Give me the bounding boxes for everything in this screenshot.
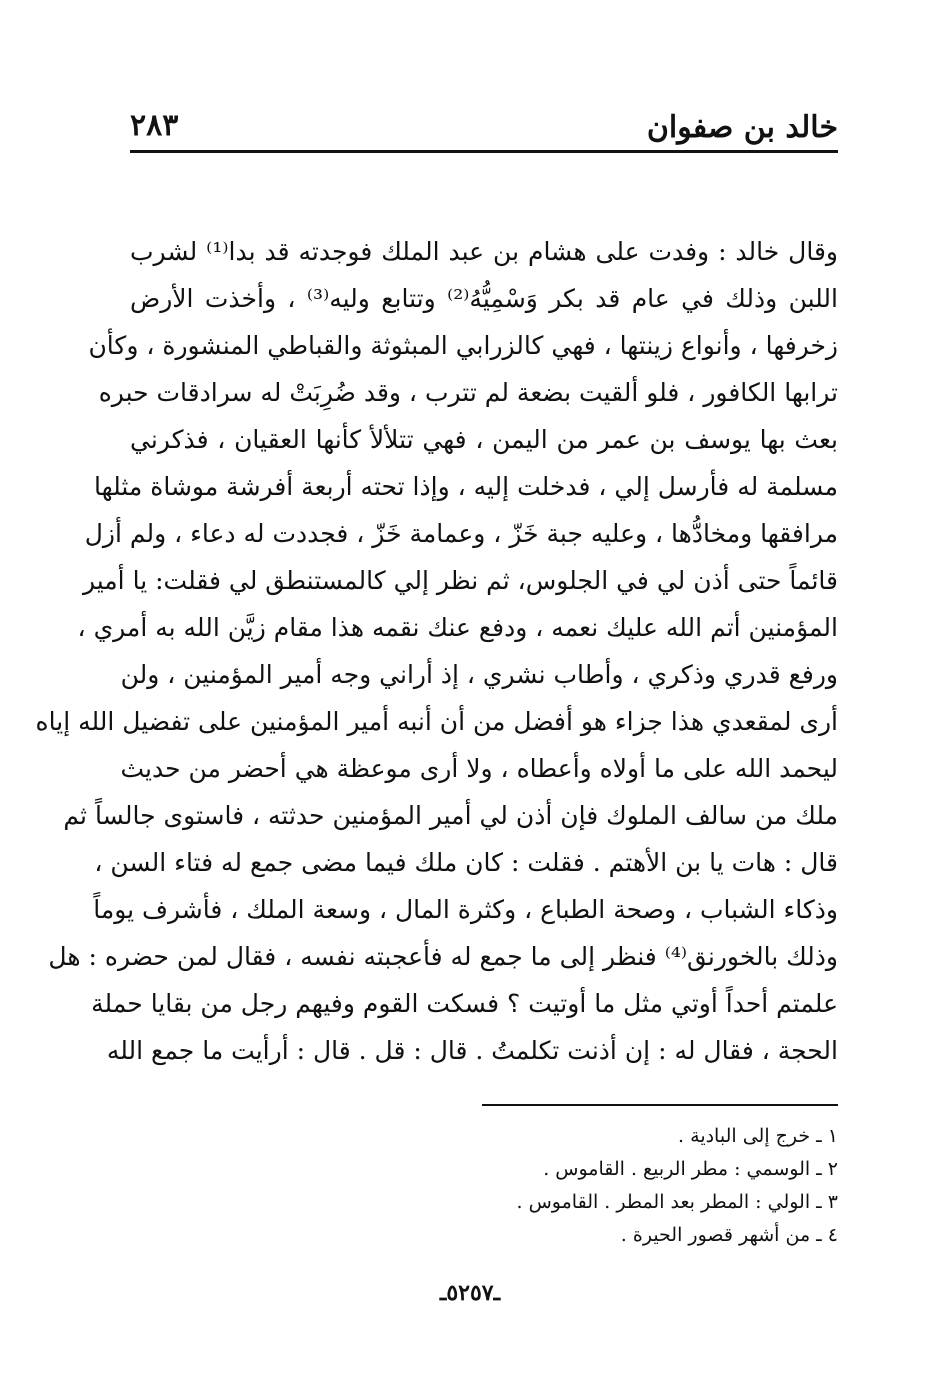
main-text (35, 228, 838, 1074)
footnote-2: ٢ ـ الوسمي : مطر الربيع . القاموس . (543, 1158, 838, 1180)
footnote-3: ٣ ـ الولي : المطر بعد المطر . القاموس . (516, 1191, 838, 1213)
text-line: وقال خالد : وفدت على هشام بن عبد الملك فوجدته قد بدا⁽¹⁾ لشرب (130, 237, 838, 266)
text-line: ورفع قدري وذكري ، وأطاب نشري ، إذ أراني وجه أمير المؤمنين ، ولن (120, 660, 838, 689)
header-rule (130, 150, 838, 153)
text-line: اللبن وذلك في عام قد بكر وَسْمِيُّهُ⁽²⁾ وتتابع وليه⁽³⁾ ، وأخذت الأرض (130, 284, 838, 313)
running-title: خالد بن صفوان (646, 110, 838, 145)
footnotes (380, 1120, 838, 1252)
collection-page-number: ـ٥٢٥٧ـ (439, 1280, 501, 1306)
text-line: ترابها الكافور ، فلو ألقيت بضعة لم تترب ، وقد ضُرِبَتْ له سرادقات حبره (98, 378, 838, 407)
text-line: علمتم أحداً أوتي مثل ما أوتيت ؟ فسكت القوم وفيهم رجل من بقايا حملة (91, 989, 838, 1018)
footnote-1: ١ ـ خرج إلى البادية . (678, 1125, 838, 1147)
footnote-4: ٤ ـ من أشهر قصور الحيرة . (620, 1224, 838, 1246)
text-line: الحجة ، فقال له : إن أذنت تكلمتُ . قال : قل . قال : أرأيت ما جمع الله (106, 1036, 838, 1065)
text-line: ملك من سالف الملوك فإن أذن لي أمير المؤمنين حدثته ، فاستوى جالساً ثم (63, 801, 838, 830)
text-line: وذلك بالخورنق⁽⁴⁾ فنظر إلى ما جمع له فأعجبته نفسه ، فقال لمن حضره : هل (48, 942, 838, 971)
text-line: مرافقها ومخادُّها ، وعليه جبة خَزّ ، وعمامة خَزّ ، فجددت له دعاء ، ولم أزل (84, 519, 838, 548)
text-line: وذكاء الشباب ، وصحة الطباع ، وكثرة المال ، وسعة الملك ، فأشرف يوماً (93, 895, 838, 924)
text-line: قائماً حتى أذن لي في الجلوس، ثم نظر إلي كالمستنطق لي فقلت: يا أمير (82, 566, 838, 595)
text-line: المؤمنين أتم الله عليك نعمه ، ودفع عنك نقمه هذا مقام زيَّن الله به أمري ، (77, 613, 838, 642)
footnote-separator (482, 1104, 838, 1106)
text-line: بعث بها يوسف بن عمر من اليمن ، فهي تتلألأ كأنها العقيان ، فذكرني (130, 425, 838, 454)
text-line: زخرفها ، وأنواع زينتها ، فهي كالزرابي المبثوثة والقباطي المنشورة ، وكأن (88, 331, 838, 360)
text-line: أرى لمقعدي هذا جزاء هو أفضل من أن أنبه أمير المؤمنين على تفضيل الله إياه (35, 707, 838, 736)
text-line: ليحمد الله على ما أولاه وأعطاه ، ولا أرى موعظة هي أحضر من حديث (120, 754, 838, 783)
text-line: قال : هات يا بن الأهتم . فقلت : كان ملك فيما مضى جمع له فتاء السن ، (94, 848, 838, 877)
text-line: مسلمة له فأرسل إلي ، فدخلت إليه ، وإذا تحته أربعة أفرشة موشاة مثلها (93, 472, 838, 501)
running-header (130, 100, 838, 150)
page-number: ٢٨٣ (130, 108, 179, 143)
